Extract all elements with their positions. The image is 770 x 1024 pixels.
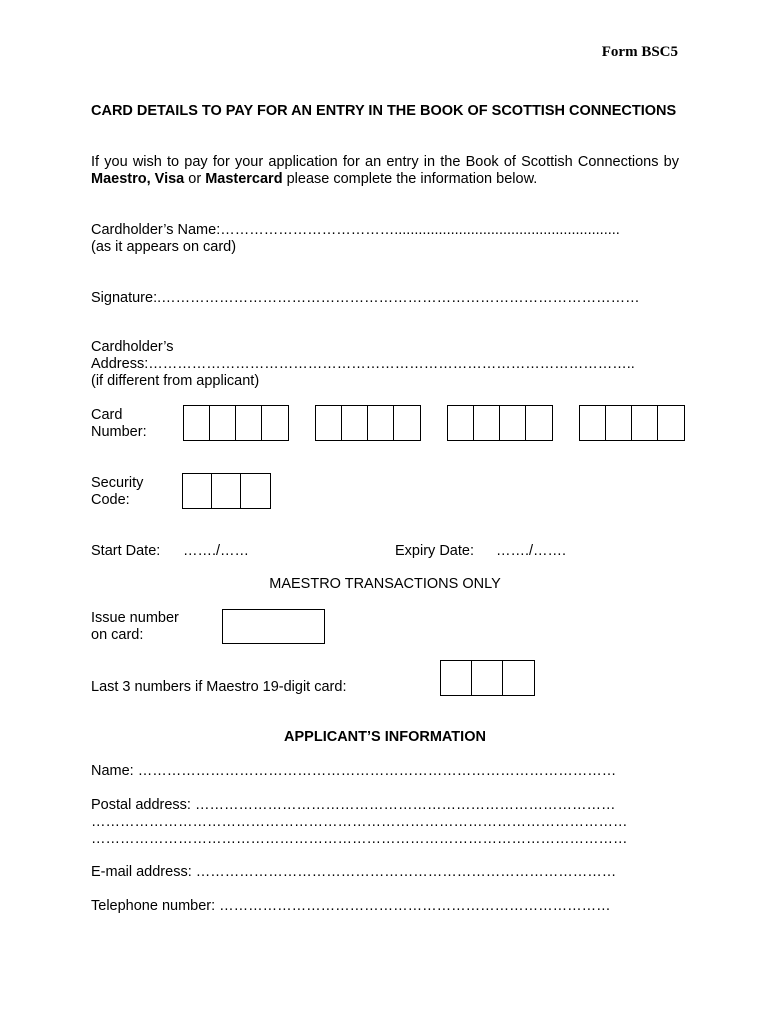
card-digit-box[interactable] bbox=[448, 406, 474, 440]
address-label: Cardholder’s bbox=[91, 339, 174, 355]
card-digit-box[interactable] bbox=[316, 406, 342, 440]
cardholder-name-field[interactable]: Cardholder’s Name:………………………………........................................................ bbox=[91, 222, 620, 238]
address-field[interactable]: Address:……………………………………………………………………………………….. bbox=[91, 356, 635, 372]
last3-group bbox=[440, 660, 535, 696]
email-field[interactable]: E-mail address: …………………………………………………………………………… bbox=[91, 864, 617, 880]
security-digit-box[interactable] bbox=[241, 474, 270, 508]
last3-digit-box[interactable] bbox=[441, 661, 472, 695]
security-digit-box[interactable] bbox=[183, 474, 212, 508]
card-digit-box[interactable] bbox=[342, 406, 368, 440]
card-number-group-3 bbox=[447, 405, 553, 441]
intro-bold-mastercard: Mastercard bbox=[205, 171, 283, 187]
intro-text-3: please complete the information below. bbox=[282, 171, 538, 187]
card-number-label-2: Number: bbox=[91, 424, 147, 440]
issue-number-label: Issue number bbox=[91, 610, 179, 626]
form-heading: CARD DETAILS TO PAY FOR AN ENTRY IN THE BOOK OF SCOTTISH CONNECTIONS bbox=[91, 103, 677, 119]
card-digit-box[interactable] bbox=[262, 406, 288, 440]
maestro-heading: MAESTRO TRANSACTIONS ONLY bbox=[269, 576, 501, 592]
security-digit-box[interactable] bbox=[212, 474, 241, 508]
card-number-label: Card bbox=[91, 407, 123, 423]
card-number-group-2 bbox=[315, 405, 421, 441]
intro-paragraph bbox=[91, 154, 679, 188]
security-code-label-2: Code: bbox=[91, 492, 130, 508]
postal-address-field[interactable]: Postal address: …………………………………………………………………………… bbox=[91, 797, 616, 813]
card-number-group-1 bbox=[183, 405, 289, 441]
intro-text-2: or bbox=[184, 171, 206, 187]
start-date-label: Start Date: bbox=[91, 543, 161, 559]
issue-number-label-2: on card: bbox=[91, 627, 144, 643]
last3-digit-box[interactable] bbox=[472, 661, 503, 695]
card-digit-box[interactable] bbox=[658, 406, 684, 440]
card-digit-box[interactable] bbox=[606, 406, 632, 440]
intro-bold-maestro-visa: Maestro, Visa bbox=[91, 171, 185, 187]
security-code-group bbox=[182, 473, 271, 509]
applicant-heading: APPLICANT’S INFORMATION bbox=[284, 729, 486, 745]
expiry-date-field[interactable]: ……./……. bbox=[496, 543, 567, 559]
issue-number-box[interactable] bbox=[222, 609, 325, 644]
cardholder-name-note: (as it appears on card) bbox=[91, 239, 237, 255]
signature-field[interactable]: Signature:.……………………………………………………………………………………… bbox=[91, 290, 640, 306]
intro-text-1: If you wish to pay for your application for an entry in the Book of Scottish Connections by bbox=[91, 154, 679, 170]
card-digit-box[interactable] bbox=[368, 406, 394, 440]
last3-label: Last 3 numbers if Maestro 19-digit card: bbox=[91, 679, 347, 695]
card-digit-box[interactable] bbox=[500, 406, 526, 440]
postal-address-line-2[interactable]: ………………………………………………………………………………………………… bbox=[91, 814, 628, 830]
card-digit-box[interactable] bbox=[580, 406, 606, 440]
expiry-date-label: Expiry Date: bbox=[395, 543, 474, 559]
card-digit-box[interactable] bbox=[394, 406, 420, 440]
address-note: (if different from applicant) bbox=[91, 373, 260, 389]
security-code-label: Security bbox=[91, 475, 144, 491]
card-digit-box[interactable] bbox=[526, 406, 552, 440]
postal-address-line-3[interactable]: ………………………………………………………………………………………………… bbox=[91, 831, 628, 847]
card-digit-box[interactable] bbox=[236, 406, 262, 440]
form-id: Form BSC5 bbox=[601, 44, 678, 60]
card-digit-box[interactable] bbox=[184, 406, 210, 440]
card-digit-box[interactable] bbox=[632, 406, 658, 440]
card-number-group-4 bbox=[579, 405, 685, 441]
last3-digit-box[interactable] bbox=[503, 661, 534, 695]
applicant-name-field[interactable]: Name: ……………………………………………………………………………………… bbox=[91, 763, 617, 779]
card-digit-box[interactable] bbox=[474, 406, 500, 440]
start-date-field[interactable]: ……./…… bbox=[183, 543, 250, 559]
telephone-field[interactable]: Telephone number: ……………………………………………………………………… bbox=[91, 898, 611, 914]
card-digit-box[interactable] bbox=[210, 406, 236, 440]
